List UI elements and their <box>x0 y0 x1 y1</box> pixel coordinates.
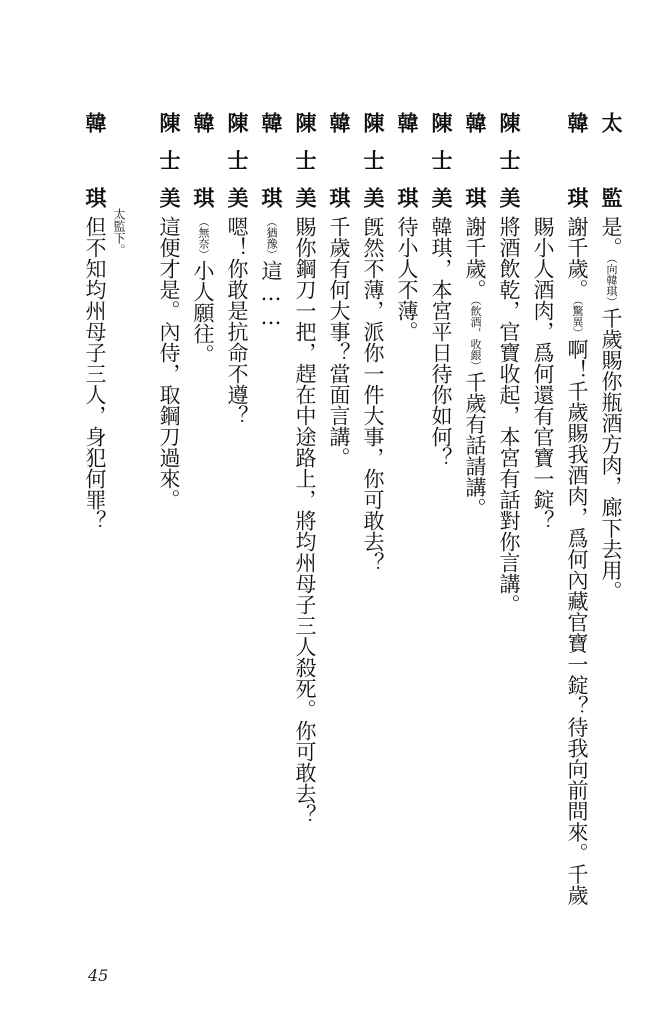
dialogue-line <box>494 216 524 615</box>
dialogue-column <box>494 112 524 615</box>
dialogue-line <box>358 216 388 573</box>
speaker-name: 韓琪 <box>565 112 590 208</box>
dialogue-line <box>154 216 184 510</box>
stage-note: （驚異） <box>571 300 584 339</box>
dialogue-line <box>188 216 218 365</box>
speaker-name: 陳士美 <box>429 112 454 208</box>
dialogue-column <box>528 112 558 531</box>
dialogue-column <box>222 112 252 426</box>
stage-note: （猶豫） <box>265 216 278 260</box>
dialogue-text: 千歲有何大事？當面言講。 <box>327 216 351 468</box>
dialogue-text: 啊！千歲賜我酒肉，爲何內藏官寶一錠？待我向前問來。千歲 <box>565 338 589 906</box>
speaker-name: 陳士美 <box>497 112 522 208</box>
dialogue-line <box>562 216 592 906</box>
dialogue-text: 將酒飲乾，官寶收起，本宮有話對你言講。 <box>497 216 521 615</box>
dialogue-column <box>80 112 110 531</box>
dialogue-text: 韓琪，本宮平日待你如何？ <box>429 216 453 468</box>
speaker-name: 陳士美 <box>225 112 250 208</box>
dialogue-column <box>392 112 422 342</box>
stage-note: （向韓琪） <box>605 258 618 308</box>
dialogue-line <box>596 216 626 602</box>
dialogue-text: 賜你鋼刀一把，趕在中途路上，將均州母子三人殺死。你可敢去？ <box>293 216 317 825</box>
speaker-name: 韓琪 <box>83 112 108 208</box>
speaker-name: 陳士美 <box>361 112 386 208</box>
speaker-name: 韓琪 <box>463 112 488 208</box>
dialogue-column <box>358 112 388 573</box>
dialogue-text: 謝千歲。 <box>565 216 589 300</box>
dialogue-column <box>596 112 626 602</box>
dialogue-line <box>290 216 320 825</box>
dialogue-text: 但不知均州母子三人，身犯何罪？ <box>83 216 107 531</box>
dialogue-line <box>324 216 354 468</box>
speaker-name: 韓琪 <box>327 112 352 208</box>
dialogue-text: 嗯！你敢是抗命不遵？ <box>225 216 249 426</box>
speaker-name <box>528 112 558 208</box>
page-number: 45 <box>88 966 109 985</box>
speaker-name: 陳士美 <box>293 112 318 208</box>
stage-note: （無奈） <box>197 216 210 260</box>
stage-note: （飲酒，收銀） <box>469 300 482 372</box>
dialogue-column <box>426 112 456 468</box>
speaker-name: 陳士美 <box>157 112 182 208</box>
dialogue-text: 小人願往。 <box>191 260 215 365</box>
dialogue-text: 千歲有話請講。 <box>463 371 487 519</box>
dialogue-line <box>460 216 490 519</box>
dialogue-column <box>154 112 184 510</box>
speaker-name: 韓琪 <box>259 112 284 208</box>
dialogue-column <box>324 112 354 468</box>
dialogue-line <box>426 216 456 468</box>
stage-direction: 太監下。 <box>112 208 126 256</box>
dialogue-line <box>80 216 110 531</box>
speaker-name: 韓琪 <box>191 112 216 208</box>
dialogue-text: 待小人不薄。 <box>395 216 419 342</box>
dialogue-line <box>528 216 558 531</box>
dialogue-column <box>460 112 490 519</box>
dialogue-line <box>256 216 286 329</box>
dialogue-text: 是。 <box>599 216 623 258</box>
speaker-name: 太監 <box>599 112 624 208</box>
dialogue-column <box>562 112 592 906</box>
speaker-name: 韓琪 <box>395 112 420 208</box>
dialogue-text: 賜小人酒肉，爲何還有官寶一錠？ <box>531 216 555 531</box>
dialogue-column <box>188 112 218 365</box>
dialogue-column <box>290 112 320 825</box>
dialogue-text: 謝千歲。 <box>463 216 487 300</box>
dialogue-line <box>222 216 252 426</box>
dialogue-text: 這…… <box>259 260 283 329</box>
dialogue-text: 千歲賜你瓶酒方肉，廊下去用。 <box>599 307 623 602</box>
dialogue-text: 旣然不薄，派你一件大事，你可敢去？ <box>361 216 385 573</box>
dialogue-line <box>392 216 422 342</box>
dialogue-column <box>256 112 286 329</box>
dialogue-text: 這便才是。內侍，取鋼刀過來。 <box>157 216 181 510</box>
